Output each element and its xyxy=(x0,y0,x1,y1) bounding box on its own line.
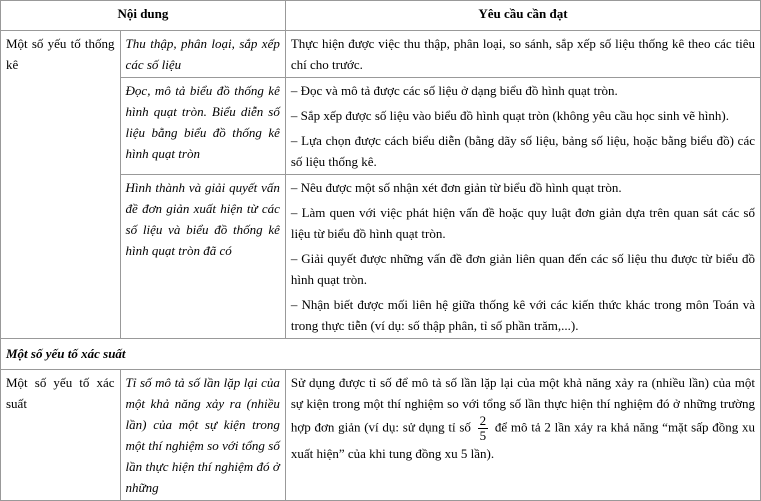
content-cell xyxy=(120,31,285,78)
content-text: Hình thành và giải quyết vấn đề đơn giản xuất hiện từ các số liệu và biểu đồ thống kê hình quạt tròn đã có xyxy=(125,180,280,258)
fraction xyxy=(478,414,489,443)
requirements-cell xyxy=(285,175,760,339)
topic-cell xyxy=(1,370,121,501)
content-cell xyxy=(120,370,285,501)
header-requirements: Yêu cầu cần đạt xyxy=(285,1,760,31)
requirement-text-after: để mô tả 2 lần xảy ra khả năng “mặt sấp đồng xu xuất hiện” của khi tung đồng xu 5 lần). xyxy=(290,419,756,461)
requirement-text: – Làm quen với việc phát hiện vấn đề hoặc quy luật đơn giản dựa trên quan sát các số liệu từ biểu đồ hình quạt tròn. xyxy=(290,205,755,241)
requirement-text: – Nêu được một số nhận xét đơn giản từ biểu đồ hình quạt tròn. xyxy=(290,180,622,195)
requirement-text: – Giải quyết được những vấn đề đơn giản liên quan đến các số liệu thu được từ biểu đồ hình quạt tròn. xyxy=(290,251,755,287)
header-row xyxy=(1,1,761,31)
requirement-text: Thực hiện được việc thu thập, phân loại, so sánh, sắp xếp số liệu thống kê theo các tiêu chí cho trước. xyxy=(290,36,755,72)
content-cell xyxy=(120,175,285,339)
topic-statistics: Một số yếu tố thống kê xyxy=(6,36,115,72)
header-content: Nội dung xyxy=(1,1,286,31)
table-row xyxy=(1,31,761,78)
requirement-text: – Nhận biết được mối liên hệ giữa thống kê với các kiến thức khác trong môn Toán và trong thực tiễn (ví dụ: số thập phân, tỉ số phần trăm,...). xyxy=(290,297,755,333)
content-text: Thu thập, phân loại, sắp xếp các số liệu xyxy=(125,36,280,72)
content-text: Tỉ số mô tả số lần lặp lại của một khả năng xảy ra (nhiều lần) của một sự kiện trong một thí nghiệm so với tổng số lần thực hiện thí nghiệm đó ở những xyxy=(125,375,280,495)
requirement-text: – Đọc và mô tả được các số liệu ở dạng biểu đồ hình quạt tròn. xyxy=(290,83,618,98)
fraction-denominator: 5 xyxy=(479,428,487,443)
requirement-text: – Lựa chọn được cách biểu diễn (bằng dãy số liệu, bảng số liệu, hoặc bằng biểu đồ) các số liệu thống kê. xyxy=(290,133,755,169)
requirement-text: – Sắp xếp được số liệu vào biểu đồ hình quạt tròn (không yêu cầu học sinh vẽ hình). xyxy=(290,108,729,123)
fraction-numerator: 2 xyxy=(479,413,487,428)
requirements-cell xyxy=(285,78,760,175)
section-heading-row xyxy=(1,339,761,370)
section-title: Một số yếu tố xác suất xyxy=(1,339,761,370)
requirements-cell xyxy=(285,31,760,78)
requirement-text-before: Sử dụng được tỉ số để mô tả số lần lặp lại của một khả năng xảy ra (nhiều lần) của một sự kiện trong một thí nghiệm so với tổng số lần thực hiện thí nghiệm đó ở những trường hợp đơn giản (ví dụ: sử dụng tỉ số xyxy=(290,375,755,435)
content-text: Đọc, mô tả biểu đồ thống kê hình quạt tròn. Biểu diễn số liệu bằng biểu đồ thống kê hình quạt tròn xyxy=(125,83,280,161)
content-cell xyxy=(120,78,285,175)
requirement-text xyxy=(291,372,755,464)
topic-cell xyxy=(1,31,121,339)
requirements-cell xyxy=(285,370,760,501)
topic-probability: Một số yếu tố xác suất xyxy=(6,375,115,411)
table-row xyxy=(1,370,761,501)
